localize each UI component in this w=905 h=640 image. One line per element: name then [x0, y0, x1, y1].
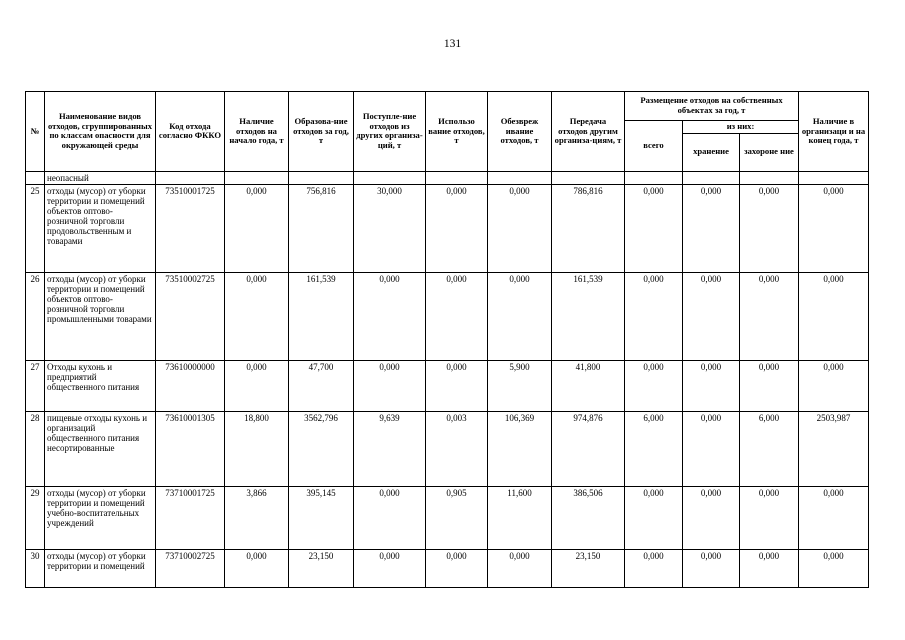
cell-no: 30: [26, 549, 45, 587]
cell-received: 9,639: [354, 411, 426, 486]
cell-received: 0,000: [354, 486, 426, 549]
cell-neutralized: 0,000: [488, 184, 552, 272]
cell-received: 0,000: [354, 360, 426, 411]
cell-total: 0,000: [625, 549, 683, 587]
table-row: [26, 171, 869, 184]
header-placement: Размещение отходов на собственных объектах за год, т: [625, 92, 799, 121]
header-received: Поступле-ние отходов из других организа-ций, т: [354, 92, 426, 172]
header-name: Наименование видов отходов, сгруппированных по классам опасности для окружающей среды: [45, 92, 156, 172]
cell-received: 0,000: [354, 549, 426, 587]
cell-end: 0,000: [799, 549, 869, 587]
cell-start: 18,800: [225, 411, 289, 486]
cell-used: 0,905: [426, 486, 488, 549]
cell-name: отходы (мусор) от уборки территории и помещений: [45, 549, 156, 587]
cell-received: 30,000: [354, 184, 426, 272]
cell-storage: 0,000: [683, 486, 740, 549]
cell-end: [799, 171, 869, 184]
cell-no: 26: [26, 272, 45, 360]
cell-burial: 0,000: [740, 549, 799, 587]
cell-total: [625, 171, 683, 184]
cell-transferred: 786,816: [552, 184, 625, 272]
cell-transferred: [552, 171, 625, 184]
cell-neutralized: 0,000: [488, 272, 552, 360]
cell-storage: 0,000: [683, 549, 740, 587]
table-body: [26, 171, 869, 587]
cell-storage: 0,000: [683, 272, 740, 360]
cell-name: Отходы кухонь и предприятий общественного питания: [45, 360, 156, 411]
cell-formed: 161,539: [289, 272, 354, 360]
cell-end: 2503,987: [799, 411, 869, 486]
cell-no: [26, 171, 45, 184]
cell-total: 0,000: [625, 486, 683, 549]
cell-received: [354, 171, 426, 184]
header-no: №: [26, 92, 45, 172]
cell-code: 73710002725: [156, 549, 225, 587]
cell-transferred: 23,150: [552, 549, 625, 587]
cell-used: [426, 171, 488, 184]
cell-transferred: 386,506: [552, 486, 625, 549]
cell-name: отходы (мусор) от уборки территории и помещений учебно-воспитательных учреждений: [45, 486, 156, 549]
cell-used: 0,003: [426, 411, 488, 486]
cell-formed: 3562,796: [289, 411, 354, 486]
cell-end: 0,000: [799, 486, 869, 549]
cell-neutralized: 106,369: [488, 411, 552, 486]
header-neutralized: Обезвреж ивание отходов, т: [488, 92, 552, 172]
cell-burial: 0,000: [740, 486, 799, 549]
cell-no: 29: [26, 486, 45, 549]
cell-used: 0,000: [426, 549, 488, 587]
cell-storage: 0,000: [683, 184, 740, 272]
cell-code: 73510002725: [156, 272, 225, 360]
header-start: Наличие отходов на начало года, т: [225, 92, 289, 172]
table-row: [26, 272, 869, 360]
cell-storage: 0,000: [683, 360, 740, 411]
cell-name: отходы (мусор) от уборки территории и помещений объектов оптово-розничной торговли продовольственным и товарами: [45, 184, 156, 272]
cell-code: 73610001305: [156, 411, 225, 486]
cell-formed: 756,816: [289, 184, 354, 272]
cell-transferred: 41,800: [552, 360, 625, 411]
table-header: [26, 92, 869, 172]
header-used: Использо вание отходов, т: [426, 92, 488, 172]
header-formed: Образова-ние отходов за год, т: [289, 92, 354, 172]
cell-neutralized: 11,600: [488, 486, 552, 549]
header-transferred: Передача отходов другим организа-циям, т: [552, 92, 625, 172]
cell-used: 0,000: [426, 360, 488, 411]
table-row: [26, 486, 869, 549]
cell-burial: 0,000: [740, 272, 799, 360]
header-storage: хранение: [683, 133, 740, 171]
cell-code: [156, 171, 225, 184]
cell-used: 0,000: [426, 272, 488, 360]
cell-end: 0,000: [799, 184, 869, 272]
cell-no: 27: [26, 360, 45, 411]
cell-no: 25: [26, 184, 45, 272]
cell-total: 0,000: [625, 360, 683, 411]
cell-total: 6,000: [625, 411, 683, 486]
page-number: 131: [443, 38, 462, 50]
header-end: Наличие в организаци и на конец года, т: [799, 92, 869, 172]
cell-formed: 47,700: [289, 360, 354, 411]
cell-storage: [683, 171, 740, 184]
cell-transferred: 161,539: [552, 272, 625, 360]
cell-burial: [740, 171, 799, 184]
cell-burial: 6,000: [740, 411, 799, 486]
cell-code: 73710001725: [156, 486, 225, 549]
cell-transferred: 974,876: [552, 411, 625, 486]
cell-start: 0,000: [225, 272, 289, 360]
table-row: [26, 549, 869, 587]
header-burial: захороне ние: [740, 133, 799, 171]
cell-neutralized: 0,000: [488, 549, 552, 587]
table-row: [26, 411, 869, 486]
cell-neutralized: [488, 171, 552, 184]
cell-formed: 23,150: [289, 549, 354, 587]
cell-formed: 395,145: [289, 486, 354, 549]
cell-start: 0,000: [225, 549, 289, 587]
cell-burial: 0,000: [740, 360, 799, 411]
cell-total: 0,000: [625, 272, 683, 360]
cell-start: 3,866: [225, 486, 289, 549]
cell-code: 73610000000: [156, 360, 225, 411]
cell-no: 28: [26, 411, 45, 486]
cell-name: отходы (мусор) от уборки территории и помещений объектов оптово-розничной торговли промышленными товарами: [45, 272, 156, 360]
waste-table: [25, 91, 869, 588]
cell-code: 73510001725: [156, 184, 225, 272]
cell-end: 0,000: [799, 360, 869, 411]
cell-received: 0,000: [354, 272, 426, 360]
cell-start: [225, 171, 289, 184]
cell-start: 0,000: [225, 360, 289, 411]
header-total: всего: [625, 121, 683, 172]
cell-storage: 0,000: [683, 411, 740, 486]
cell-burial: 0,000: [740, 184, 799, 272]
cell-total: 0,000: [625, 184, 683, 272]
cell-end: 0,000: [799, 272, 869, 360]
cell-start: 0,000: [225, 184, 289, 272]
header-code: Код отхода согласно ФККО: [156, 92, 225, 172]
cell-neutralized: 5,900: [488, 360, 552, 411]
table-row: [26, 184, 869, 272]
cell-formed: [289, 171, 354, 184]
table-row: [26, 360, 869, 411]
cell-name: неопасный: [45, 171, 156, 184]
cell-used: 0,000: [426, 184, 488, 272]
header-of-them: из них:: [683, 121, 799, 134]
cell-name: пищевые отходы кухонь и организаций общественного питания несортированные: [45, 411, 156, 486]
